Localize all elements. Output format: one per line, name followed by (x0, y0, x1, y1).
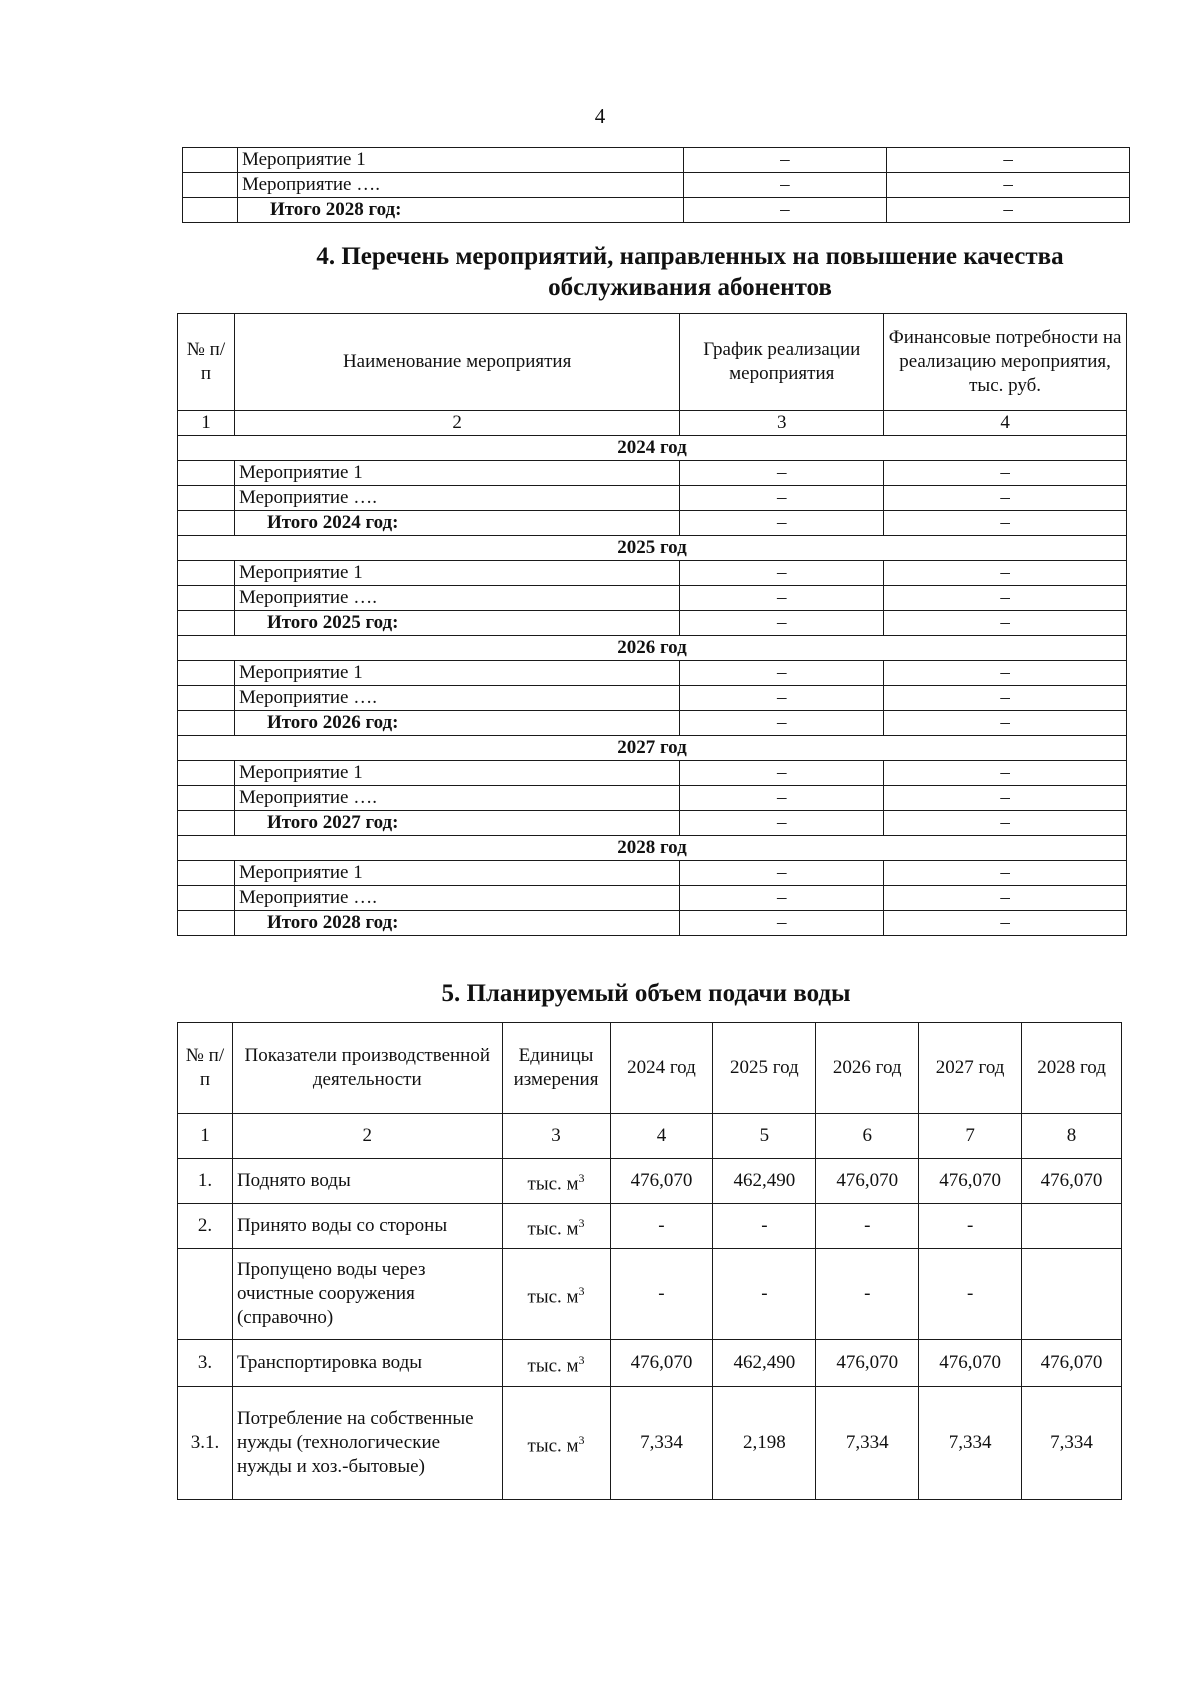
table-row (178, 586, 1127, 611)
year-label: 2028 год (178, 836, 1127, 861)
table-row (178, 661, 1127, 686)
table-row (178, 861, 1127, 886)
continuation-table (182, 147, 1130, 223)
year-row (178, 536, 1127, 561)
row-number (183, 148, 238, 173)
year-label: 2026 год (178, 636, 1127, 661)
row-number: 2. (178, 1204, 233, 1249)
section-4-title: 4. Перечень мероприятий, направленных на повышение качества обслуживания абонентов (316, 243, 1064, 301)
schedule-cell: – (680, 711, 884, 736)
measure-name: Мероприятие …. (237, 173, 683, 198)
measure-name: Мероприятие 1 (234, 561, 679, 586)
col-number: 1 (178, 1114, 233, 1159)
col-number: 1 (178, 411, 235, 436)
value-cell: 7,334 (919, 1387, 1022, 1500)
finance-cell: – (884, 786, 1127, 811)
value-cell: 7,334 (610, 1387, 713, 1500)
finance-cell: – (884, 586, 1127, 611)
unit-exponent: 3 (578, 1352, 585, 1367)
header-year-2028: 2028 год (1022, 1023, 1122, 1114)
finance-cell: – (884, 911, 1127, 936)
table-row (178, 1159, 1122, 1204)
total-label: Итого 2026 год: (234, 711, 679, 736)
indicator-name: Поднято воды (232, 1159, 502, 1204)
schedule-cell: – (680, 461, 884, 486)
unit-text: тыс. м (527, 1173, 579, 1195)
value-cell: 476,070 (919, 1340, 1022, 1387)
schedule-cell: – (680, 611, 884, 636)
finance-cell: – (884, 461, 1127, 486)
finance-cell: – (884, 761, 1127, 786)
year-row (178, 736, 1127, 761)
finance-cell: – (887, 198, 1130, 223)
table-row (178, 1387, 1122, 1500)
value-cell: 476,070 (1022, 1340, 1122, 1387)
row-number (178, 711, 235, 736)
finance-cell: – (884, 886, 1127, 911)
col-number: 7 (919, 1114, 1022, 1159)
table-row (178, 1340, 1122, 1387)
table-row-total (178, 911, 1127, 936)
finance-cell: – (884, 686, 1127, 711)
row-number (178, 661, 235, 686)
value-cell: - (610, 1204, 713, 1249)
measure-name: Мероприятие 1 (234, 861, 679, 886)
header-name: Наименование мероприятия (234, 314, 679, 411)
col-number: 5 (713, 1114, 816, 1159)
row-number (178, 586, 235, 611)
schedule-cell: – (680, 886, 884, 911)
value-cell: 462,490 (713, 1340, 816, 1387)
value-cell: - (919, 1249, 1022, 1340)
finance-cell: – (884, 711, 1127, 736)
table-row-total (178, 511, 1127, 536)
unit-text: тыс. м (527, 1435, 579, 1457)
table-row (178, 461, 1127, 486)
value-cell: 7,334 (1022, 1387, 1122, 1500)
total-label: Итого 2027 год: (234, 811, 679, 836)
table-row (178, 686, 1127, 711)
unit-exponent: 3 (578, 1283, 585, 1298)
schedule-cell: – (680, 586, 884, 611)
value-cell: 476,070 (816, 1340, 919, 1387)
total-label: Итого 2028 год: (234, 911, 679, 936)
schedule-cell: – (680, 511, 884, 536)
table-row (178, 886, 1127, 911)
schedule-cell: – (680, 861, 884, 886)
total-label: Итого 2024 год: (234, 511, 679, 536)
indicator-name: Пропущено воды через очистные сооружения (справочно) (232, 1249, 502, 1340)
unit-cell (502, 1204, 610, 1249)
finance-cell: – (884, 611, 1127, 636)
measure-name: Мероприятие 1 (234, 661, 679, 686)
schedule-cell: – (683, 173, 887, 198)
value-cell: - (610, 1249, 713, 1340)
row-number (178, 811, 235, 836)
header-finance: Финансовые потребности на реализацию мероприятия, тыс. руб. (884, 314, 1127, 411)
value-cell: 7,334 (816, 1387, 919, 1500)
measure-name: Мероприятие …. (234, 786, 679, 811)
row-number (178, 911, 235, 936)
col-number: 8 (1022, 1114, 1122, 1159)
unit-text: тыс. м (527, 1218, 579, 1240)
measure-name: Мероприятие …. (234, 486, 679, 511)
row-number (178, 686, 235, 711)
indicator-name: Транспортировка воды (232, 1340, 502, 1387)
table-row-total (178, 811, 1127, 836)
header-year-2027: 2027 год (919, 1023, 1022, 1114)
measure-name: Мероприятие 1 (234, 461, 679, 486)
year-row (178, 836, 1127, 861)
unit-text: тыс. м (527, 1286, 579, 1308)
water-supply-table (177, 1022, 1122, 1500)
value-cell: - (919, 1204, 1022, 1249)
measures-table (177, 313, 1127, 936)
header-row (178, 1023, 1122, 1114)
value-cell: 476,070 (1022, 1159, 1122, 1204)
col-number: 4 (884, 411, 1127, 436)
col-number: 2 (234, 411, 679, 436)
total-label: Итого 2028 год: (237, 198, 683, 223)
finance-cell: – (884, 661, 1127, 686)
value-cell: 476,070 (816, 1159, 919, 1204)
year-label: 2027 год (178, 736, 1127, 761)
schedule-cell: – (680, 761, 884, 786)
finance-cell: – (887, 173, 1130, 198)
col-number: 6 (816, 1114, 919, 1159)
table-row-total (178, 611, 1127, 636)
page-number: 4 (594, 104, 606, 128)
row-number (178, 1249, 233, 1340)
schedule-cell: – (680, 911, 884, 936)
schedule-cell: – (680, 661, 884, 686)
measure-name: Мероприятие …. (234, 886, 679, 911)
value-cell: 476,070 (610, 1159, 713, 1204)
finance-cell: – (884, 486, 1127, 511)
table-row (178, 486, 1127, 511)
schedule-cell: – (680, 786, 884, 811)
unit-cell (502, 1159, 610, 1204)
header-year-2024: 2024 год (610, 1023, 713, 1114)
value-cell: 462,490 (713, 1159, 816, 1204)
row-number (178, 511, 235, 536)
col-number: 2 (232, 1114, 502, 1159)
table-row (178, 786, 1127, 811)
table-row (178, 561, 1127, 586)
measure-name: Мероприятие 1 (237, 148, 683, 173)
value-cell: 476,070 (610, 1340, 713, 1387)
table-row (178, 1249, 1122, 1340)
header-schedule: График реализации мероприятия (680, 314, 884, 411)
year-label: 2024 год (178, 436, 1127, 461)
unit-text: тыс. м (527, 1355, 579, 1377)
value-cell: - (816, 1249, 919, 1340)
row-number (178, 786, 235, 811)
value-cell: - (816, 1204, 919, 1249)
finance-cell: – (884, 811, 1127, 836)
col-number: 3 (680, 411, 884, 436)
year-row (178, 636, 1127, 661)
table-row (183, 173, 1130, 198)
table-row-total (183, 198, 1130, 223)
indicator-name: Принято воды со стороны (232, 1204, 502, 1249)
total-label: Итого 2025 год: (234, 611, 679, 636)
table-row (178, 1204, 1122, 1249)
row-number (178, 486, 235, 511)
column-number-row (178, 411, 1127, 436)
table-row (178, 761, 1127, 786)
finance-cell: – (884, 511, 1127, 536)
schedule-cell: – (680, 486, 884, 511)
row-number (178, 761, 235, 786)
row-number: 3. (178, 1340, 233, 1387)
header-num: № п/п (178, 314, 235, 411)
row-number (178, 886, 235, 911)
section-5-title: 5. Планируемый объем подачи воды (441, 980, 851, 1007)
unit-cell (502, 1249, 610, 1340)
header-year-2026: 2026 год (816, 1023, 919, 1114)
row-number: 3.1. (178, 1387, 233, 1500)
finance-cell: – (884, 561, 1127, 586)
header-year-2025: 2025 год (713, 1023, 816, 1114)
row-number: 1. (178, 1159, 233, 1204)
indicator-name: Потребление на собственные нужды (технологические нужды и хоз.-бытовые) (232, 1387, 502, 1500)
header-row (178, 314, 1127, 411)
table-row-total (178, 711, 1127, 736)
schedule-cell: – (680, 561, 884, 586)
schedule-cell: – (683, 198, 887, 223)
table-row (183, 148, 1130, 173)
value-cell: 476,070 (919, 1159, 1022, 1204)
row-number (178, 611, 235, 636)
value-cell (1022, 1249, 1122, 1340)
measure-name: Мероприятие …. (234, 686, 679, 711)
value-cell: 2,198 (713, 1387, 816, 1500)
schedule-cell: – (683, 148, 887, 173)
row-number (178, 461, 235, 486)
schedule-cell: – (680, 811, 884, 836)
col-number: 4 (610, 1114, 713, 1159)
unit-cell (502, 1387, 610, 1500)
measure-name: Мероприятие …. (234, 586, 679, 611)
year-label: 2025 год (178, 536, 1127, 561)
schedule-cell: – (680, 686, 884, 711)
unit-cell (502, 1340, 610, 1387)
row-number (178, 561, 235, 586)
col-number: 3 (502, 1114, 610, 1159)
value-cell: - (713, 1204, 816, 1249)
value-cell (1022, 1204, 1122, 1249)
header-num: № п/п (178, 1023, 233, 1114)
finance-cell: – (884, 861, 1127, 886)
row-number (178, 861, 235, 886)
unit-exponent: 3 (578, 1170, 585, 1185)
row-number (183, 198, 238, 223)
header-indicator: Показатели производственной деятельности (232, 1023, 502, 1114)
unit-exponent: 3 (578, 1432, 585, 1447)
unit-exponent: 3 (578, 1215, 585, 1230)
header-unit: Единицы измерения (502, 1023, 610, 1114)
year-row (178, 436, 1127, 461)
measure-name: Мероприятие 1 (234, 761, 679, 786)
value-cell: - (713, 1249, 816, 1340)
row-number (183, 173, 238, 198)
column-number-row (178, 1114, 1122, 1159)
finance-cell: – (887, 148, 1130, 173)
